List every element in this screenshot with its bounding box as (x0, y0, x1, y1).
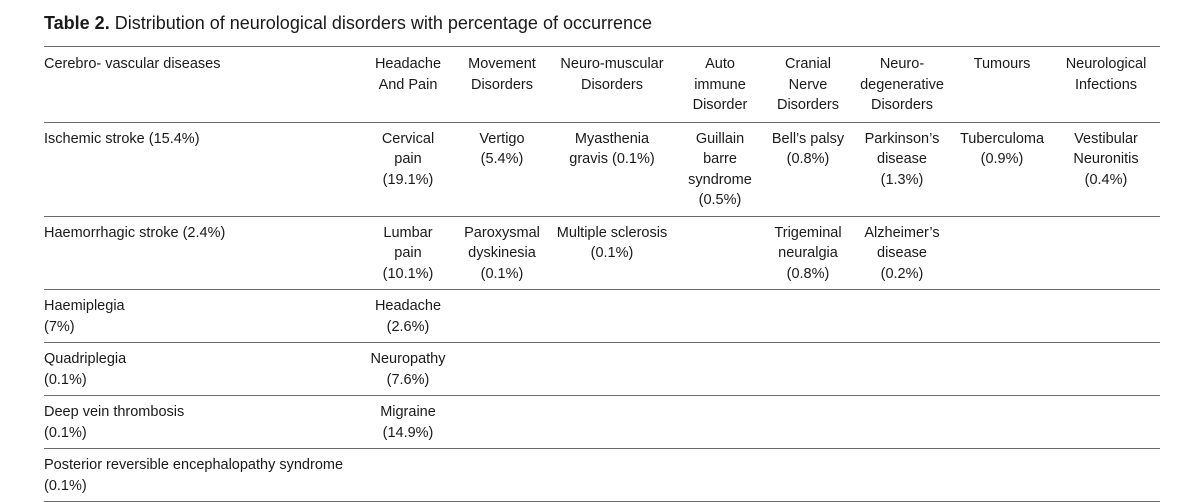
column-header-label: Tumours (973, 56, 1031, 72)
table-cell (44, 449, 360, 502)
table-caption-label: Table 2. (44, 13, 110, 33)
cell-text: Tuberculoma (0.9%) (959, 130, 1045, 167)
table-cell (852, 449, 952, 502)
table-row (44, 449, 1160, 502)
column-header-label: Auto immune Disorder (692, 56, 748, 113)
table-cell (952, 290, 1052, 343)
table-cell (1052, 343, 1160, 396)
table-cell (676, 290, 764, 343)
table-row (44, 122, 1160, 216)
table-header-row (44, 47, 1160, 123)
column-header-label: Neuro- degenerative Disorders (860, 56, 944, 113)
table-row (44, 396, 1160, 449)
table-cell (456, 122, 548, 216)
disorders-table (44, 46, 1160, 502)
table-cell (764, 343, 852, 396)
cell-text: Deep vein thrombosis (0.1%) (44, 404, 185, 441)
table-cell (676, 396, 764, 449)
table-cell (44, 396, 360, 449)
table-row (44, 290, 1160, 343)
column-header (764, 47, 852, 123)
cell-text: Multiple sclerosis (0.1%) (556, 224, 668, 261)
column-header (952, 47, 1052, 123)
table-cell (1052, 449, 1160, 502)
table-cell (1052, 290, 1160, 343)
cell-text: Neuropathy (7.6%) (370, 351, 446, 388)
cell-text: Guillain barre syndrome (0.5%) (688, 130, 752, 208)
table-cell (676, 122, 764, 216)
table-cell (1052, 396, 1160, 449)
table-cell (548, 343, 676, 396)
table-cell (764, 216, 852, 290)
column-header-label: Neuro-muscular Disorders (560, 56, 664, 93)
column-header-label: Neurological Infections (1065, 56, 1147, 93)
table-cell (952, 396, 1052, 449)
cell-text: Migraine (14.9%) (380, 404, 436, 441)
table-cell (360, 122, 456, 216)
column-header (676, 47, 764, 123)
table-cell (456, 396, 548, 449)
column-header: Cerebro- vascular diseases (44, 56, 221, 72)
table-cell (676, 216, 764, 290)
table-caption-text: Distribution of neurological disorders with percentage of occurrence (114, 13, 653, 33)
table-row (44, 343, 1160, 396)
table-caption (44, 12, 652, 34)
table-cell (852, 396, 952, 449)
column-header (852, 47, 952, 123)
cell-text: Trigeminal neuralgia (0.8%) (774, 224, 842, 282)
table-cell (456, 216, 548, 290)
cell-text: Vertigo (5.4%) (479, 130, 525, 167)
table-cell (360, 396, 456, 449)
table-cell (852, 343, 952, 396)
table-cell (852, 290, 952, 343)
table-cell (360, 290, 456, 343)
cell-text: Parkinson’s disease (1.3%) (864, 130, 940, 188)
table-cell (1052, 216, 1160, 290)
cell-text: Lumbar pain (10.1%) (382, 224, 434, 282)
table-cell (548, 122, 676, 216)
table-cell (360, 343, 456, 396)
column-header (360, 47, 456, 123)
column-header-label: Movement Disorders (468, 56, 536, 93)
table-cell (44, 343, 360, 396)
column-header (456, 47, 548, 123)
table-cell (548, 216, 676, 290)
cell-text: Paroxysmal dyskinesia (0.1%) (464, 224, 540, 282)
cell-text: Alzheimer’s disease (0.2%) (864, 224, 940, 282)
table-cell (44, 290, 360, 343)
cell-text: Posterior reversible encephalopathy syndrome (0.1%) (44, 457, 344, 494)
table-cell (456, 343, 548, 396)
column-header (1052, 47, 1160, 123)
table-cell (952, 122, 1052, 216)
table-row (44, 216, 1160, 290)
cell-text: Cervical pain (19.1%) (381, 130, 435, 188)
table-cell (764, 122, 852, 216)
cell-text: Bell’s palsy (0.8%) (771, 130, 845, 167)
table-cell: Ischemic stroke (15.4%) (44, 130, 200, 147)
cell-text: Headache (2.6%) (374, 298, 442, 335)
table-cell (764, 396, 852, 449)
table-cell (676, 449, 764, 502)
table-cell (952, 449, 1052, 502)
table-cell (764, 449, 852, 502)
table-cell (548, 290, 676, 343)
table-cell (360, 449, 456, 502)
table-cell (548, 396, 676, 449)
table-cell (456, 449, 548, 502)
table-cell (1052, 122, 1160, 216)
table-cell (360, 216, 456, 290)
table-cell (852, 122, 952, 216)
table-cell (952, 343, 1052, 396)
table-cell (548, 449, 676, 502)
table-cell (676, 343, 764, 396)
table-cell: Haemorrhagic stroke (2.4%) (44, 224, 226, 241)
column-header-label: Headache And Pain (374, 56, 442, 93)
cell-text: Vestibular Neuronitis (0.4%) (1073, 130, 1139, 188)
column-header-label: Cranial Nerve Disorders (776, 56, 840, 113)
table-cell (764, 290, 852, 343)
cell-text: Haemiplegia (7%) (44, 298, 125, 335)
table-cell (952, 216, 1052, 290)
table-cell (852, 216, 952, 290)
cell-text: Myasthenia gravis (0.1%) (569, 130, 655, 167)
table-cell (456, 290, 548, 343)
cell-text: Quadriplegia (0.1%) (44, 351, 127, 388)
column-header (548, 47, 676, 123)
